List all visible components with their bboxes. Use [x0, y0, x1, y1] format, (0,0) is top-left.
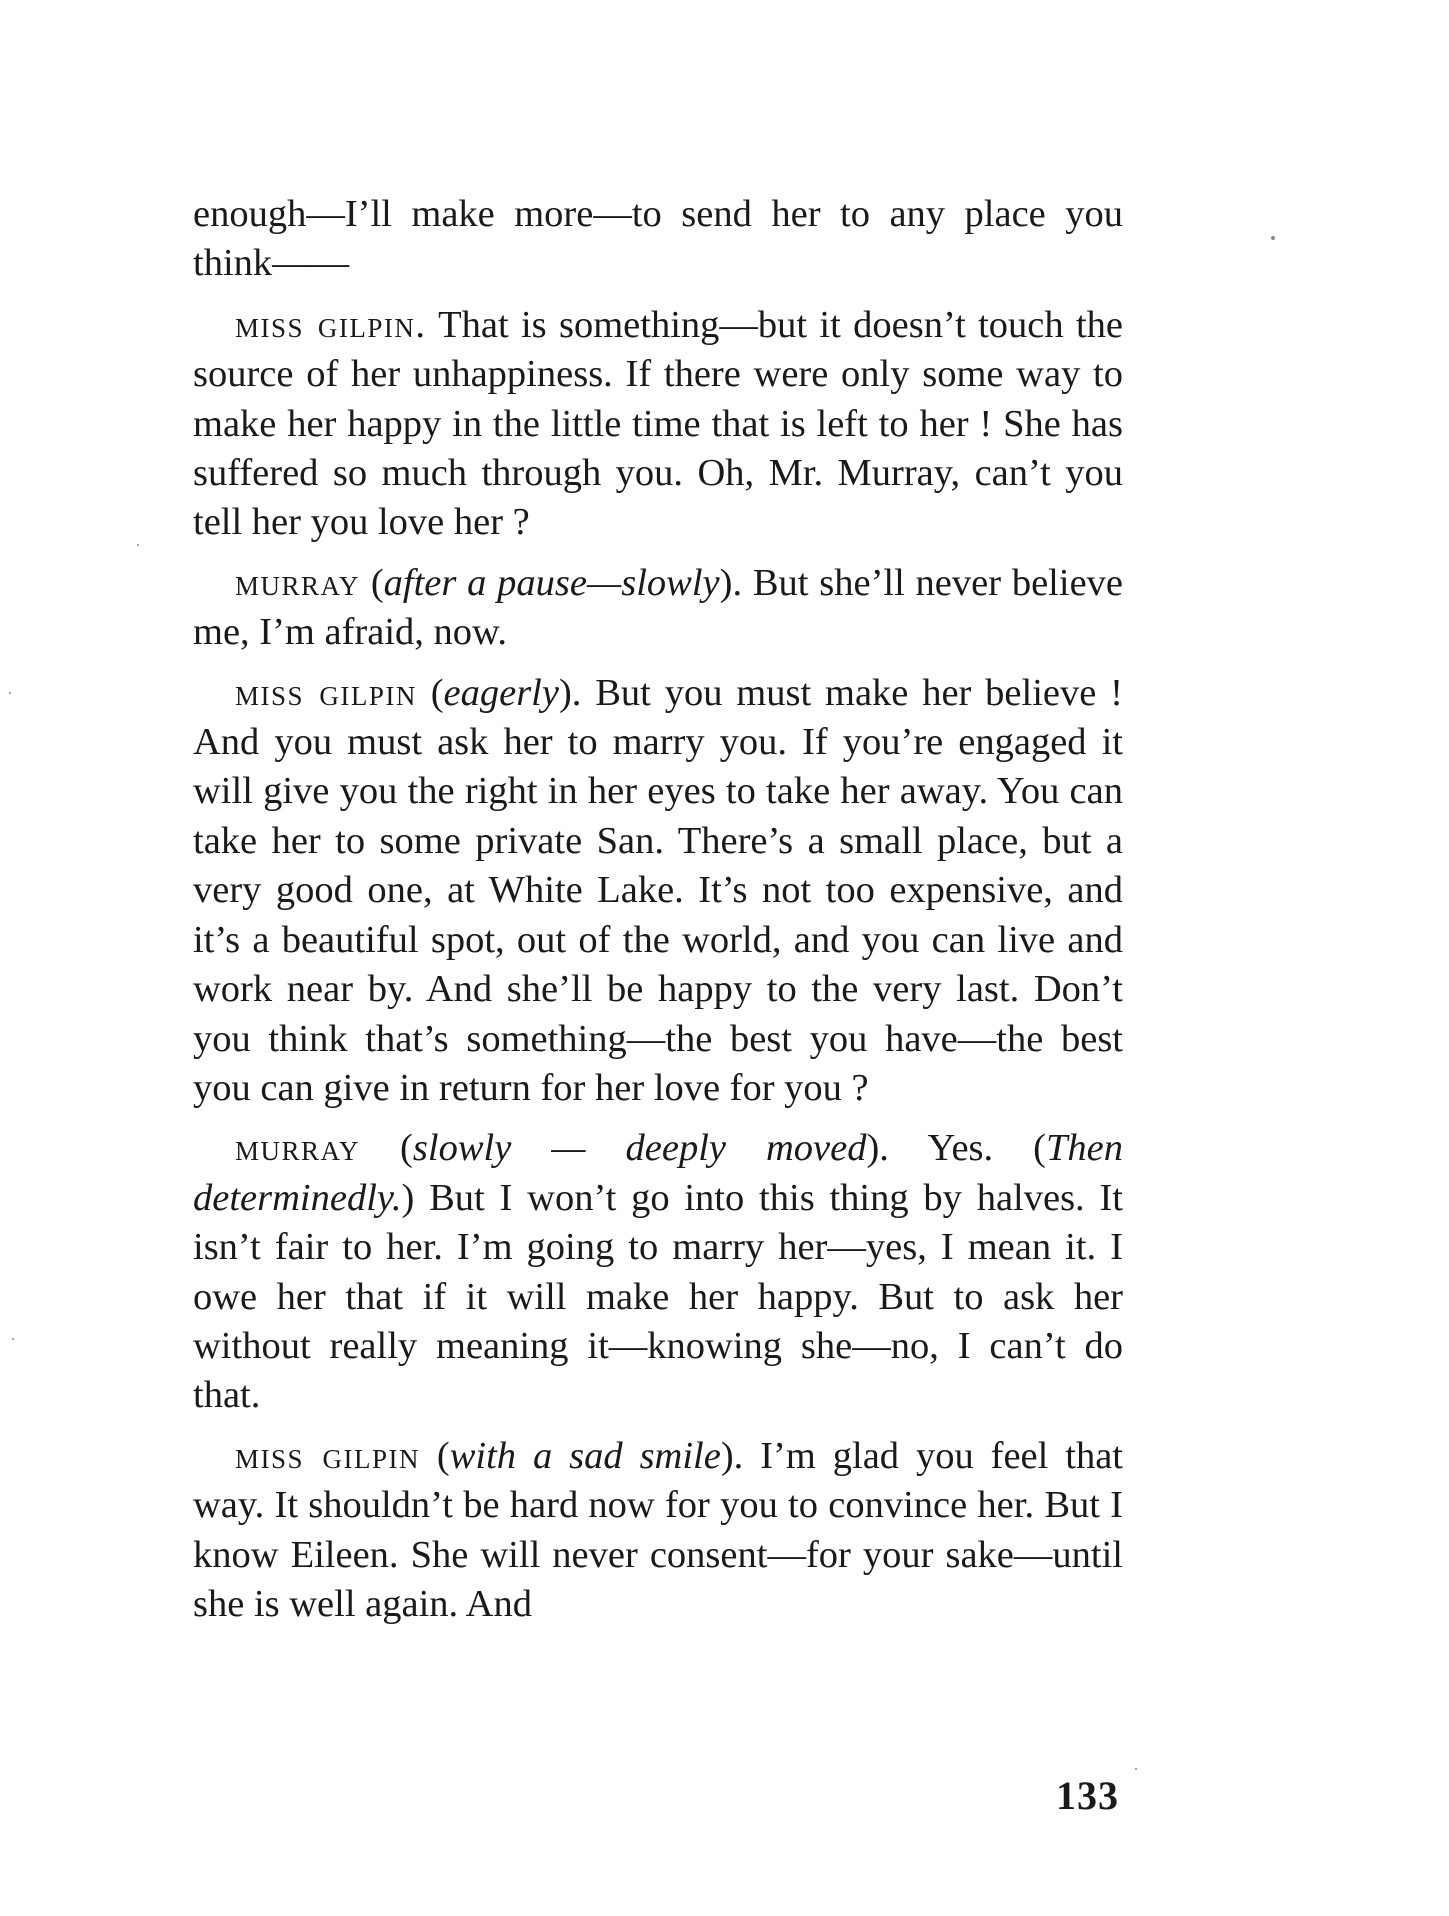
stage-open: (: [419, 1434, 450, 1477]
stage-close: ).: [558, 671, 582, 714]
stage-direction: slowly — deeply moved: [412, 1127, 867, 1170]
paragraph-speech: [193, 669, 1123, 1114]
stage-close: ).: [720, 1434, 744, 1477]
scan-speck: [1271, 236, 1275, 240]
page-number: 133: [1056, 1773, 1119, 1818]
stage-open: (: [416, 671, 444, 714]
scan-speck: [137, 544, 139, 546]
stage-close-2: ): [401, 1176, 415, 1219]
stage-direction-2: Then determinedly.: [193, 1127, 1123, 1219]
paragraph-speech: [193, 559, 1123, 658]
paragraph-text: That is something—but it doesn’t touch the source of her unhappiness. If there were only some way to make her happy in the little time that is left to her ! She has suffered so much through you. Oh, Mr. Murray, can’t you tell her you love her ?: [193, 303, 1123, 544]
stage-open: (: [360, 1127, 413, 1170]
body-text: [193, 190, 1123, 1640]
stage-close: ).: [866, 1127, 889, 1170]
speaker-name: miss gilpin: [235, 1434, 420, 1477]
paragraph-text: I’m glad you feel that way. It shouldn’t be hard now for you to convince her. But I know Eileen. She will never consent—for your sake—until she is well again. And: [193, 1434, 1123, 1625]
paragraph-text: enough—I’ll make more—to send her to any place you think——: [193, 193, 1123, 285]
stage-close: ).: [719, 561, 743, 604]
paragraph-continuation: [193, 190, 1123, 289]
mid-text: Yes. (: [888, 1127, 1046, 1170]
scan-speck: [1135, 1768, 1137, 1770]
paragraph-text: But I won’t go into this thing by halves. It isn’t fair to her. I’m going to marry her—yes, I mean it. I owe her that if it will make her happy. But to ask her without really meaning it—knowing she—no, I can’t do that.: [193, 1176, 1123, 1417]
paragraph-speech: [193, 1124, 1123, 1420]
stage-direction: eagerly: [443, 671, 559, 714]
paragraph-speech: [193, 1432, 1123, 1630]
speaker-name: murray: [235, 561, 361, 604]
stage-direction: after a pause—slowly: [383, 561, 720, 604]
paragraph-text: But you must make her believe ! And you must ask her to marry you. If you’re engaged it will give you the right in her eyes to take her away. You can take her to some private San. There’s a small place, but a very good one, at White Lake. It’s not too expensive, and it’s a beautiful spot, out of the world, and you can live and work near by. And she’ll be happy to the very last. Don’t you think that’s something—the best you have—the best you can give in return for her love for you ?: [193, 671, 1123, 1109]
scan-speck: [12, 1338, 14, 1340]
stage-open: (: [360, 561, 384, 604]
paragraph-speech: [193, 301, 1123, 548]
scan-speck: [9, 692, 11, 694]
speaker-name: miss gilpin.: [235, 303, 427, 346]
speaker-name: murray: [235, 1127, 361, 1170]
paragraph-text: But she’ll never believe me, I’m afraid, now.: [193, 561, 1123, 654]
stage-direction: with a sad smile: [449, 1434, 721, 1477]
speaker-name: miss gilpin: [235, 671, 417, 714]
